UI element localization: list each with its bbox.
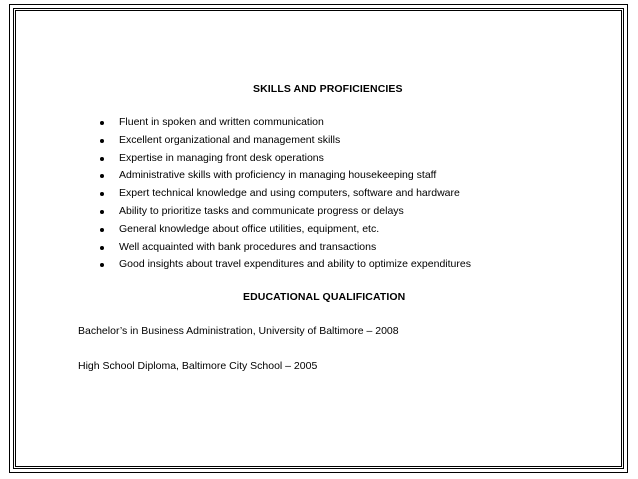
- skill-item: [100, 150, 471, 168]
- bullet-icon: [100, 263, 104, 267]
- skill-text: Expert technical knowledge and using computers, software and hardware: [119, 187, 460, 200]
- skill-text: General knowledge about office utilities, equipment, etc.: [119, 222, 380, 235]
- education-section-title: EDUCATIONAL QUALIFICATION: [243, 291, 406, 303]
- skill-text: Excellent organizational and management skills: [119, 133, 341, 146]
- bullet-icon: [100, 139, 104, 143]
- skill-item: [100, 132, 471, 150]
- skill-text: Ability to prioritize tasks and communicate progress or delays: [119, 204, 404, 217]
- skill-text: Well acquainted with bank procedures and transactions: [119, 240, 377, 253]
- skill-item: [100, 256, 471, 274]
- skill-item: [100, 185, 471, 203]
- bullet-icon: [100, 174, 104, 178]
- skills-list: [100, 114, 471, 274]
- skill-item: [100, 239, 471, 257]
- skill-text: Fluent in spoken and written communication: [119, 116, 324, 128]
- bullet-icon: [100, 246, 104, 250]
- skill-text: Administrative skills with proficiency in managing housekeeping staff: [119, 169, 437, 182]
- skill-item: [100, 221, 471, 239]
- education-entry: High School Diploma, Baltimore City School – 2005: [78, 360, 318, 372]
- bullet-icon: [100, 228, 104, 232]
- skill-text: Good insights about travel expenditures and ability to optimize expenditures: [119, 258, 471, 271]
- education-entry: Bachelor’s in Business Administration, University of Baltimore – 2008: [78, 325, 399, 337]
- bullet-icon: [100, 210, 104, 214]
- skill-text: Expertise in managing front desk operations: [119, 151, 324, 164]
- skills-section-title: SKILLS AND PROFICIENCIES: [253, 83, 403, 95]
- bullet-icon: [100, 192, 104, 196]
- bullet-icon: [100, 157, 104, 161]
- bullet-icon: [100, 121, 104, 125]
- skill-item: [100, 114, 471, 132]
- skill-item: [100, 167, 471, 185]
- skill-item: [100, 203, 471, 221]
